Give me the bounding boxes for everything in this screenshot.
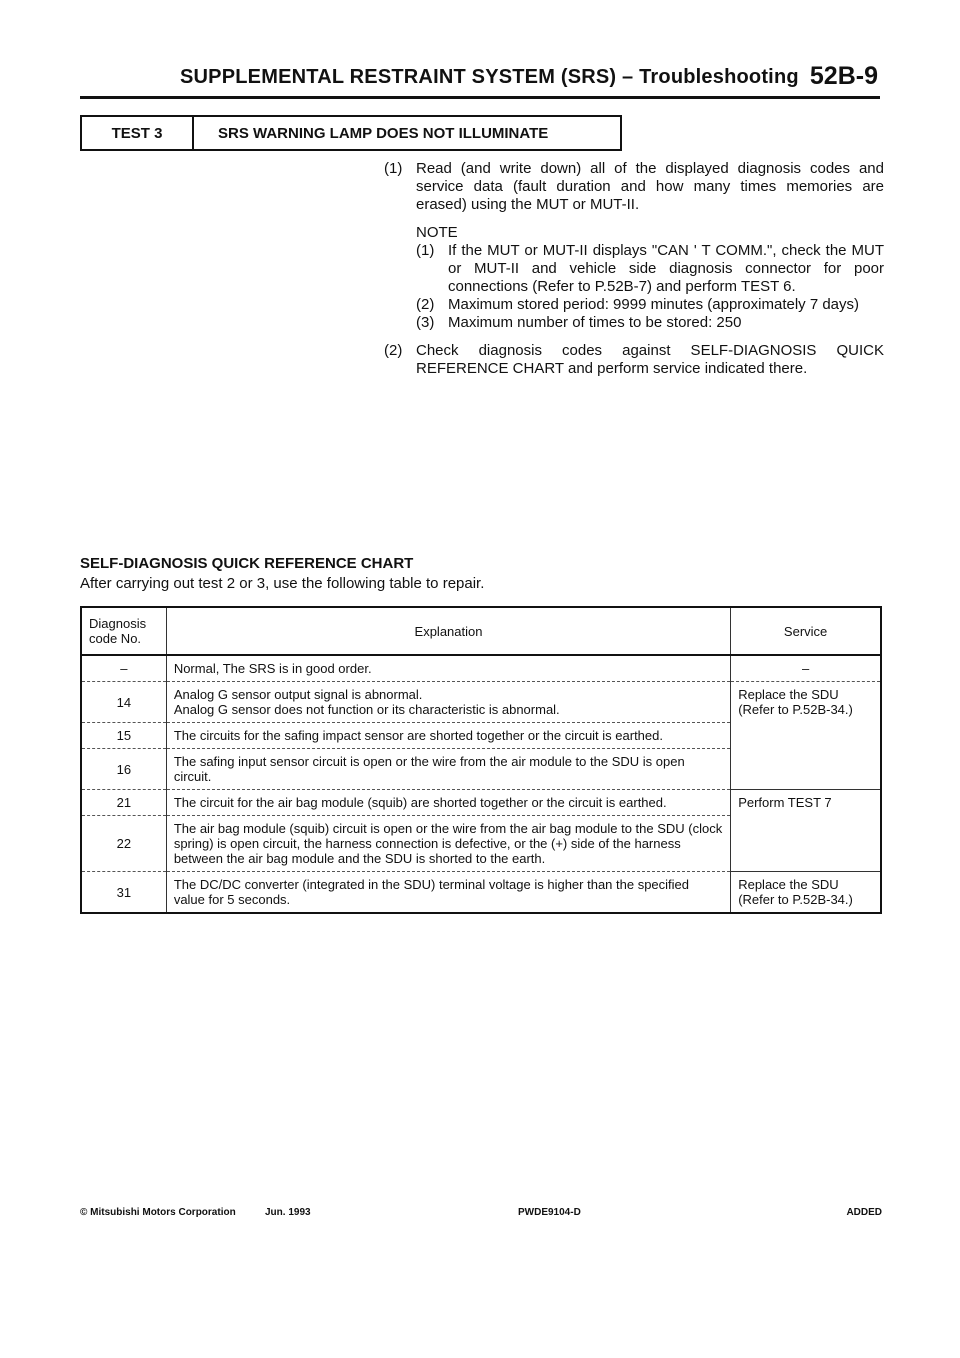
- publication-date: Jun. 1993: [265, 1207, 311, 1218]
- note-number: (1): [416, 242, 435, 259]
- column-header-code: Diagnosis code No.: [81, 607, 166, 655]
- code-cell: 22: [81, 816, 166, 872]
- explanation-cell: Analog G sensor output signal is abnormal. Analog G sensor does not function or its characteristic is abnormal.: [166, 682, 730, 723]
- header-title: SUPPLEMENTAL RESTRAINT SYSTEM (SRS) – Troubleshooting: [180, 66, 799, 88]
- step-text: Check diagnosis codes against SELF-DIAGNOSIS QUICK REFERENCE CHART and perform service indicated there.: [416, 342, 884, 377]
- test-number: TEST 3: [82, 117, 194, 149]
- procedure-steps: [384, 160, 884, 388]
- table-row: [81, 655, 881, 682]
- explanation-cell: The DC/DC converter (integrated in the SDU) terminal voltage is higher than the specified value for 5 seconds.: [166, 872, 730, 914]
- explanation-cell: The air bag module (squib) circuit is open or the wire from the air bag module to the SDU (clock spring) is open circuit, the harness connection is defective, or the (+) side of the harness between the air bag module and the SDU is shorted to the earth.: [166, 816, 730, 872]
- note-text: If the MUT or MUT-II displays "CAN ' T COMM.", check the MUT or MUT-II and vehicle side diagnosis connector for poor connections (Refer to P.52B-7) and perform TEST 6.: [448, 242, 884, 295]
- note-text: Maximum stored period: 9999 minutes (approximately 7 days): [448, 296, 860, 313]
- service-cell: Perform TEST 7: [731, 790, 881, 872]
- table-row: [81, 682, 881, 723]
- note-item: [416, 296, 884, 314]
- chart-description: After carrying out test 2 or 3, use the following table to repair.: [80, 575, 485, 592]
- document-code: PWDE9104-D: [518, 1207, 581, 1218]
- status-label: ADDED: [846, 1207, 882, 1218]
- page-number: 52B-9: [809, 62, 878, 90]
- table-row: [81, 872, 881, 914]
- chart-title: SELF-DIAGNOSIS QUICK REFERENCE CHART: [80, 555, 414, 572]
- service-cell: Replace the SDU (Refer to P.52B-34.): [731, 872, 881, 914]
- explanation-cell: Normal, The SRS is in good order.: [166, 655, 730, 682]
- column-header-explanation: Explanation: [166, 607, 730, 655]
- service-cell: Replace the SDU (Refer to P.52B-34.): [731, 682, 881, 790]
- quick-reference-table: [80, 606, 882, 914]
- explanation-cell: The circuit for the air bag module (squib) are shorted together or the circuit is earthed.: [166, 790, 730, 816]
- note-label: NOTE: [416, 224, 458, 241]
- code-cell: 15: [81, 723, 166, 749]
- table-header-row: [81, 607, 881, 655]
- code-cell: 14: [81, 682, 166, 723]
- note-number: (3): [416, 314, 435, 331]
- test-title: SRS WARNING LAMP DOES NOT ILLUMINATE: [218, 124, 549, 142]
- code-cell: 31: [81, 872, 166, 914]
- code-cell: 21: [81, 790, 166, 816]
- explanation-cell: The safing input sensor circuit is open or the wire from the air module to the SDU is open circuit.: [166, 749, 730, 790]
- copyright: © Mitsubishi Motors Corporation: [80, 1207, 236, 1218]
- step-number: (1): [384, 160, 403, 177]
- note-number: (2): [416, 296, 435, 313]
- step-number: (2): [384, 342, 403, 359]
- note-text: Maximum number of times to be stored: 250: [448, 314, 742, 331]
- code-cell: 16: [81, 749, 166, 790]
- code-cell: –: [81, 655, 166, 682]
- column-header-service: Service: [731, 607, 881, 655]
- step-2: [384, 342, 884, 378]
- note-item: [416, 242, 884, 296]
- table-row: [81, 790, 881, 816]
- note-item: [416, 314, 884, 332]
- step-1: [384, 160, 884, 332]
- page-header: [80, 62, 880, 99]
- explanation-cell: The circuits for the safing impact sensor are shorted together or the circuit is earthed.: [166, 723, 730, 749]
- test-title-box: [80, 115, 622, 151]
- step-text: Read (and write down) all of the displayed diagnosis codes and service data (fault duration and how many times memories are erased) using the MUT or MUT-II.: [416, 160, 884, 213]
- service-cell: –: [731, 655, 881, 682]
